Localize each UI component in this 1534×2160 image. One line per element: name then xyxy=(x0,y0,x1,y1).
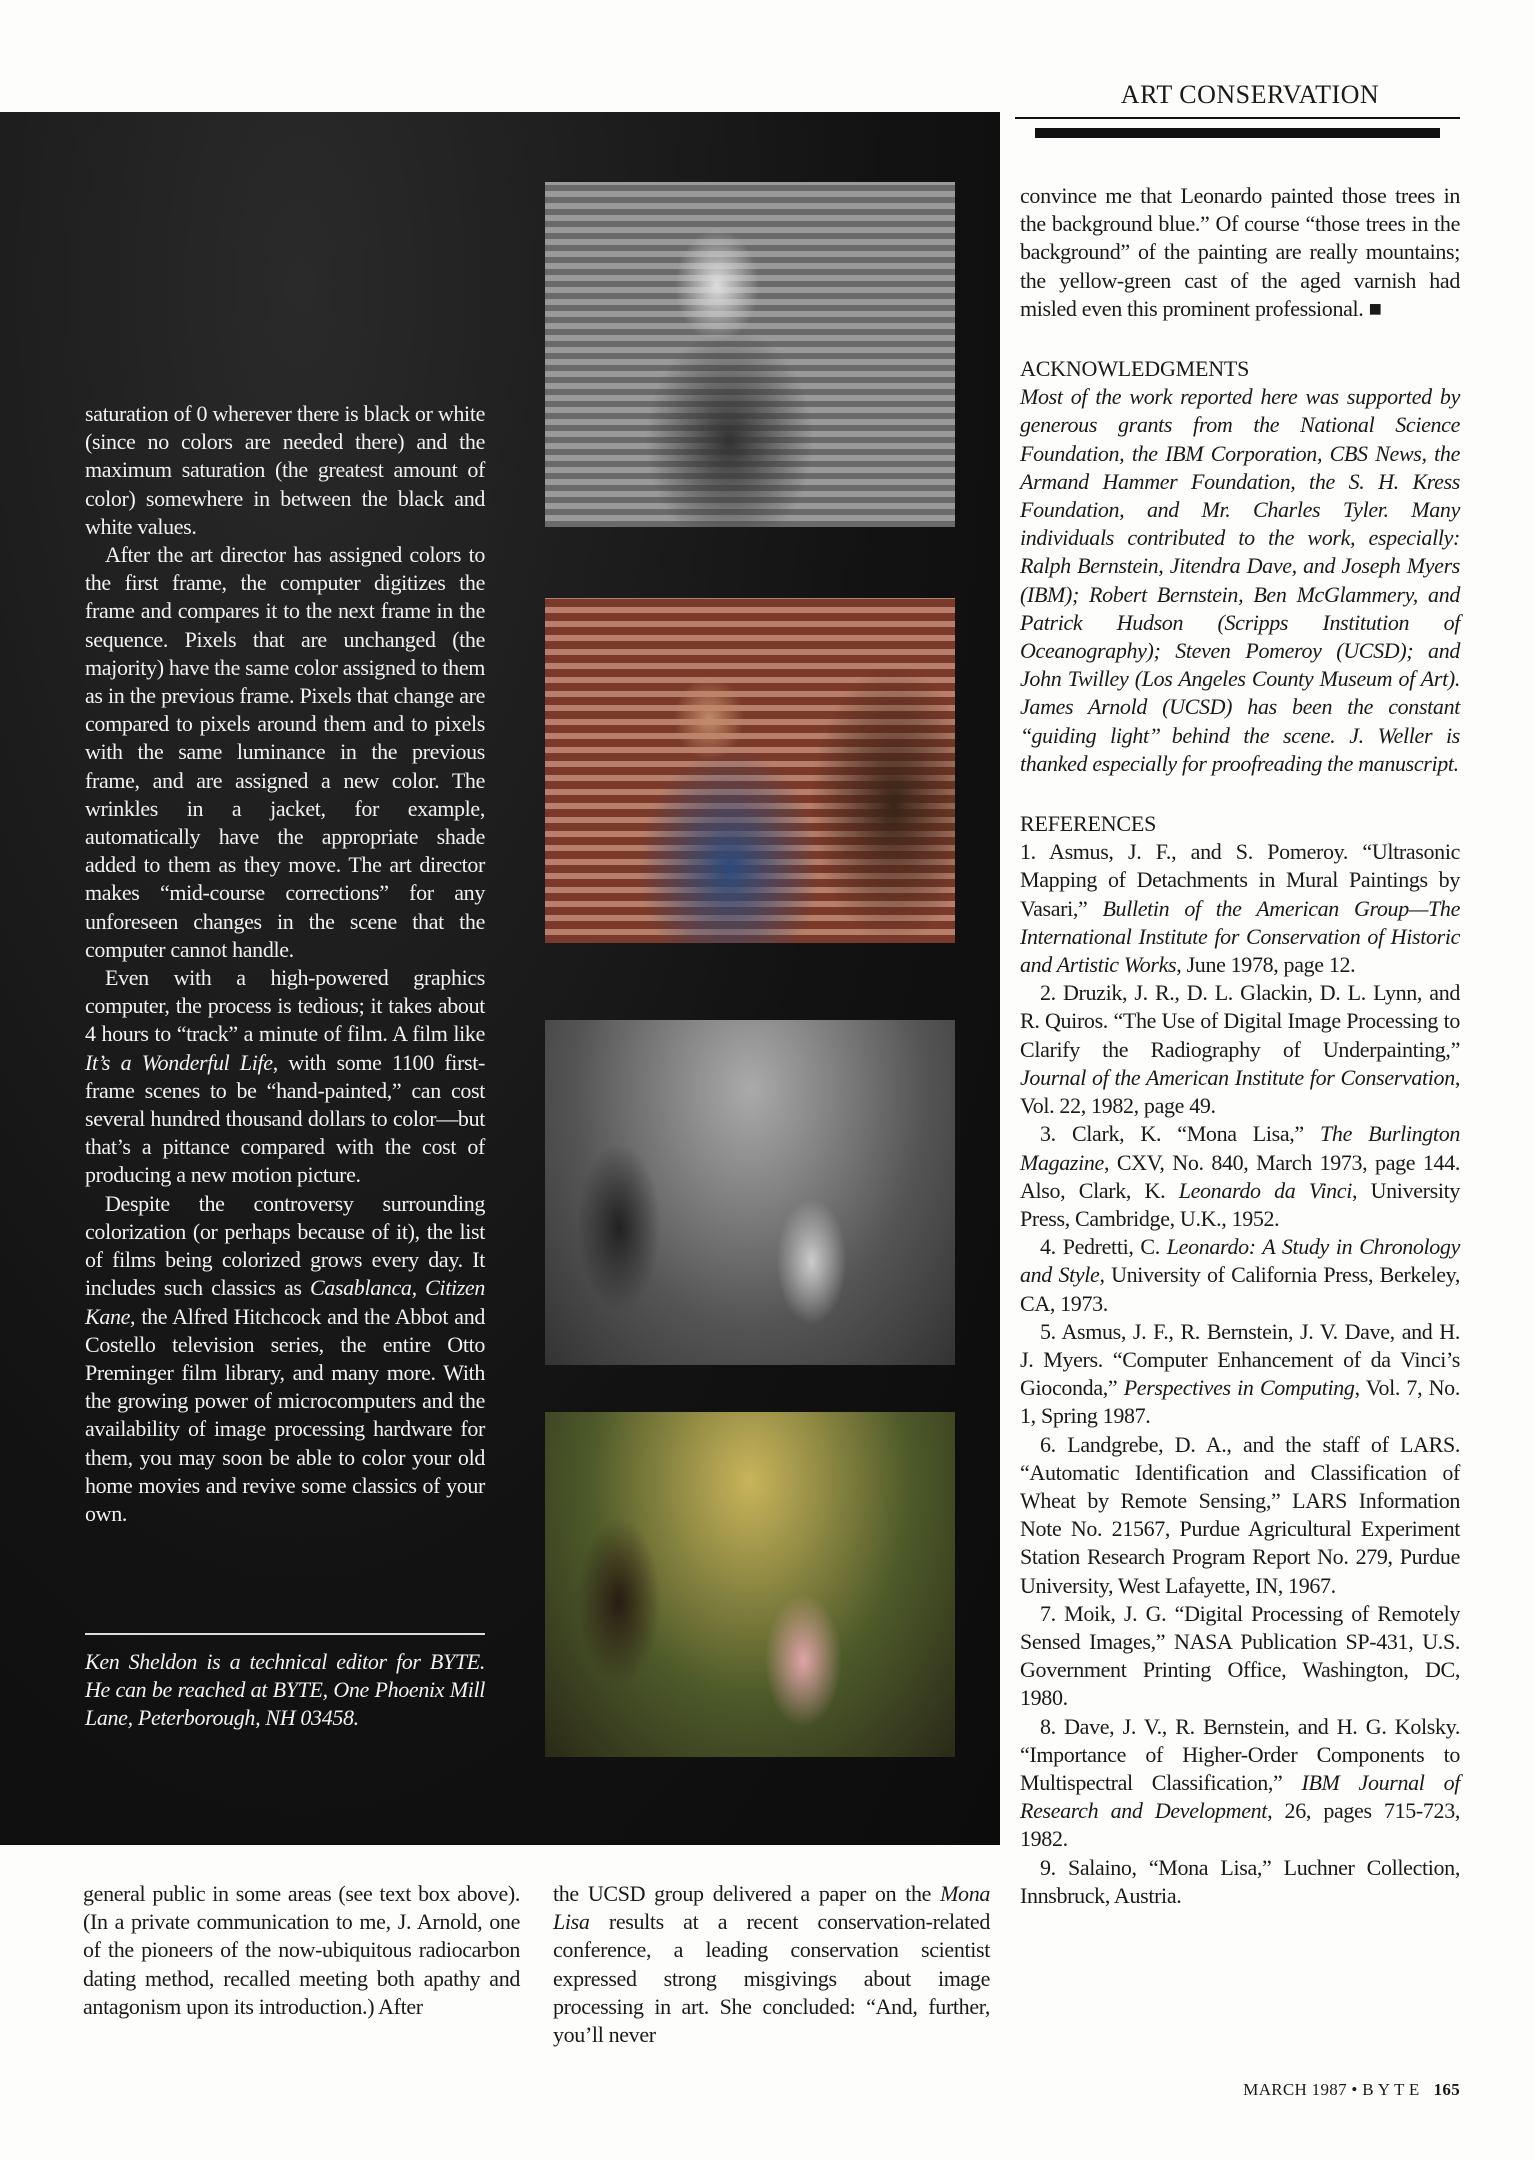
text-run: general public in some areas (see text box above). (In a private communication to me, J. Arnold, one of the pioneers of the now-ubiquitous radiocarbon dating method, recalled meeting both apathy and antagonism upon its introduction.) After xyxy=(83,1881,520,2019)
paragraph xyxy=(85,1190,485,1528)
film-still-color-garden xyxy=(545,1412,955,1757)
section-title: ART CONSERVATION xyxy=(1120,80,1380,109)
paragraph xyxy=(85,400,485,541)
reference-item xyxy=(1020,1431,1460,1600)
text-run: Even with a high-powered graphics computer, the process is tedious; it takes about 4 hours to “track” a minute of film. A film like xyxy=(85,965,485,1047)
text-run: 9. Salaino, “Mona Lisa,” Luchner Collection, Innsbruck, Austria. xyxy=(1020,1854,1460,1908)
header-rule-thick xyxy=(1035,128,1440,138)
text-run: 1. Asmus, J. F., and S. Pomeroy. “Ultrasonic Mapping of Detachments in Mural Paintings by Vasari,” xyxy=(1020,839,1460,921)
text-run: results at a recent conservation-related conference, a leading conservation scientist expressed strong misgivings about image processing in art. She concluded: “And, further, you’ll never xyxy=(553,1909,990,2048)
text-run: , Vol. 7, No. 1, Spring 1987. xyxy=(1020,1375,1460,1429)
text-run: 7. Moik, J. G. “Digital Processing of Remotely Sensed Images,” NASA Publication SP-431, U.S. Government Printing Office, Washington, DC, 1980. xyxy=(1020,1600,1460,1711)
acknowledgments-heading: ACKNOWLEDGMENTS xyxy=(1020,356,1250,382)
header-rule-thin xyxy=(1015,117,1460,119)
text-run: the UCSD group delivered a paper on the xyxy=(553,1881,941,1906)
bio-divider xyxy=(85,1633,485,1635)
italic-text-run: Mona Lisa xyxy=(553,1881,990,1935)
acknowledgments-text: Most of the work reported here was supported by generous grants from the National Science Foundation, the IBM Corporation, CBS News, the Armand Hammer Foundation, the S. H. Kress Foundation, and Mr. Charles Tyler. Many individuals contributed to the work, especially: Ralph Bernstein, Jitendra Dave, and Joseph Myers (IBM); Robert Bernstein, Ben McGlammery, and Patrick Hudson (Scripps Institution of Oceanography); Steven Pomeroy (UCSD); and John Twilley (Los Angeles County Museum of Art). James Arnold (UCSD) has been the constant ‘‘guiding light’’ behind the scene. J. Weller is thanked especially for proofreading the manuscript. xyxy=(1020,384,1460,776)
text-run: , 26, pages 715-723, 1982. xyxy=(1020,1798,1461,1852)
reference-item xyxy=(1020,1318,1460,1431)
film-still-color-cowboy xyxy=(545,598,955,943)
italic-text-run: It’s a Wonderful Life xyxy=(85,1049,273,1075)
text-run: 4. Pedretti, C. xyxy=(1040,1234,1167,1260)
article-column-1 xyxy=(83,1880,520,2021)
article-column-2 xyxy=(553,1880,990,2049)
text-run: 8. Dave, J. V., R. Bernstein, and H. G. Kolsky. “Importance of Higher-Order Components to Multispectral Classification,” xyxy=(1020,1713,1460,1795)
text-run: , CXV, No. 840, March 1973, page 144. Also, Clark, K. xyxy=(1020,1149,1460,1203)
italic-text-run: Casablanca xyxy=(309,1275,412,1301)
italic-text-run: Journal of the American Institute for Conservation xyxy=(1020,1064,1455,1090)
page-footer xyxy=(1100,2080,1460,2100)
author-bio: Ken Sheldon is a technical editor for BYTE. He can be reached at BYTE, One Phoenix Mill Lane, Peterborough, NH 03458. xyxy=(85,1649,485,1731)
article-column-3 xyxy=(1020,182,1460,1910)
text-run: 2. Druzik, J. R., D. L. Glackin, D. L. Lynn, and R. Quiros. “The Use of Digital Image Processing to Clarify the Radiography of Underpainting,” xyxy=(1020,980,1460,1062)
italic-text-run: The Burlington Magazine xyxy=(1020,1121,1460,1175)
reference-item xyxy=(1020,1854,1460,1910)
text-run: , University Press, Cambridge, U.K., 1952. xyxy=(1020,1177,1460,1231)
text-run: , Vol. 22, 1982, page 49. xyxy=(1020,1064,1460,1119)
reference-item xyxy=(1020,1120,1460,1233)
reference-item xyxy=(1020,1713,1460,1854)
sidebar-article-text xyxy=(85,400,485,1528)
references-heading: REFERENCES xyxy=(1020,811,1157,837)
references-list xyxy=(1020,838,1460,1910)
paragraph xyxy=(85,541,485,964)
reference-item xyxy=(1020,979,1460,1120)
reference-item xyxy=(1020,1600,1460,1713)
film-still-bw-garden xyxy=(545,1020,955,1365)
text-run: , the Alfred Hitchcock and the Abbot and Costello television series, the entire Otto Preminger film library, and many more. With the growing power of microcomputers and the availability of image processing hardware for them, you may soon be able to color your old home movies and revive some classics of your own. xyxy=(85,1303,485,1526)
text-run: saturation of 0 wherever there is black or white (since no colors are needed there) and the maximum saturation (the greatest amount of color) somewhere in between the black and white values. xyxy=(85,401,485,539)
text-run: , University of California Press, Berkeley, CA, 1973. xyxy=(1020,1262,1460,1316)
text-run: convince me that Leonardo painted those trees in the background blue.” Of course “those trees in the background” of the painting are really mountains; the yellow-green cast of the aged varnish had misled even this prominent professional. ■ xyxy=(1020,183,1460,321)
italic-text-run: Perspectives in Computing xyxy=(1123,1375,1355,1401)
italic-text-run: IBM Journal of Research and Development xyxy=(1020,1769,1460,1824)
issue-label: MARCH 1987 • B Y T E xyxy=(1243,2080,1420,2099)
text-run: , xyxy=(411,1275,426,1301)
text-run: , June 1978, page 12. xyxy=(1176,952,1356,978)
italic-text-run: Bulletin of the American Group—The International Institute for Conservation of Historic and Artistic Works xyxy=(1020,895,1460,978)
paragraph xyxy=(83,1880,520,2021)
text-run: 3. Clark, K. “Mona Lisa,” xyxy=(1040,1121,1321,1147)
film-still-bw-cowboy xyxy=(545,182,955,527)
paragraph xyxy=(553,1880,990,2049)
reference-item xyxy=(1020,838,1460,979)
italic-text-run: Leonardo: A Study in Chronology and Style xyxy=(1020,1234,1460,1288)
text-run: Despite the controversy surrounding colorization (or perhaps because of it), the list of films being colorized grows every day. It includes such classics as xyxy=(85,1190,485,1301)
paragraph xyxy=(1020,182,1460,323)
text-run: , with some 1100 first-frame scenes to be “hand-painted,” can cost several hundred thousand dollars to color—but that’s a pittance compared with the cost of producing a new motion picture. xyxy=(85,1049,485,1188)
page-number: 165 xyxy=(1433,2080,1460,2099)
text-run: 6. Landgrebe, D. A., and the staff of LARS. “Automatic Identification and Classification of Wheat by Remote Sensing,” LARS Information Note No. 21567, Purdue Agricultural Experiment Station Research Program Report No. 279, Purdue University, West Lafayette, IN, 1967. xyxy=(1020,1431,1460,1598)
reference-item xyxy=(1020,1233,1460,1318)
italic-text-run: Leonardo da Vinci xyxy=(1178,1177,1352,1203)
italic-text-run: Citizen Kane xyxy=(85,1275,485,1329)
text-run: After the art director has assigned colors to the first frame, the computer digitizes the frame and compares it to the next frame in the sequence. Pixels that are unchanged (the majority) have the same color assigned to them as in the previous frame. Pixels that change are compared to pixels around them and to pixels with the same luminance in the previous frame, and are assigned a new color. The wrinkles in a jacket, for example, automatically have the appropriate shade added to them as they move. The art director makes “mid-course corrections” for any unforeseen changes in the scene that the computer cannot handle. xyxy=(85,542,485,962)
text-run: 5. Asmus, J. F., R. Bernstein, J. V. Dave, and H. J. Myers. “Computer Enhancement of da Vinci’s Gioconda,” xyxy=(1020,1318,1460,1401)
paragraph xyxy=(85,964,485,1190)
